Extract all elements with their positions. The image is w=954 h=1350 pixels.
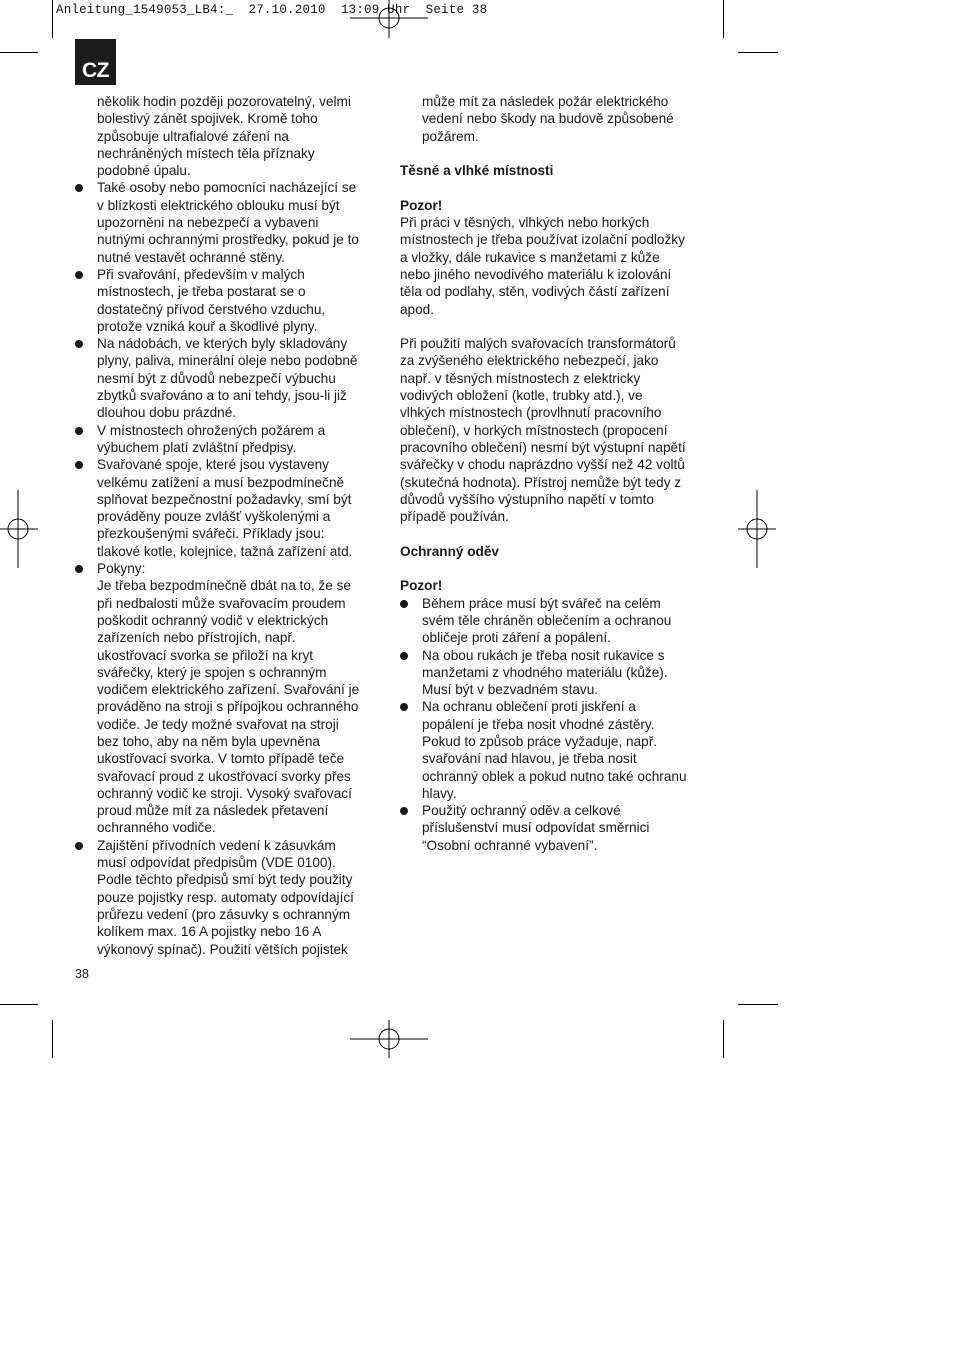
bullet-icon [75, 565, 83, 573]
attention-label: Pozor! [400, 578, 443, 594]
list-item-text: Na nádobách, ve kterých byly skladovány plyny, paliva, minerální oleje nebo podobně nesmí být z důvodů nebezpečí výbuchu zbytků svařováno a to ani tehdy, jsou-li již dlouhou dobu prázdné. [97, 336, 358, 421]
list-item-text: Na ochranu oblečení proti jiskření a popálení je třeba nosit vhodné zástěry. Pokud to způsob práce vyžaduje, např. svařování nad hlavou, je třeba nosit ochranný oblek a pokud nutno také ochranu hlavy. [422, 699, 687, 801]
list-item-text: Pokyny: Je třeba bezpodmínečně dbát na to, že se při nedbalosti může svařovacím proudem poškodit ochranný vodič v elektrických zařízeních nebo přístrojích, např. ukostřovací svorka se přiloží na kryt svářečky, který je spojen s ochranným vodičem elektrického zařízení. Svařování je prováděno na stroji s přípojkou ochranného vodiče. Je tedy možné svařovat na stroji bez toho, aby na něm byla upevněna ukostřovací svorka. V tomto případě teče svařovací proud z ukostřovací svorky přes ochranný vodič ke stroji. Vysoký svařovací proud může mít za následek přetavení ochranného vodiče. [97, 561, 360, 836]
registration-mark-left-icon [0, 490, 38, 568]
list-item-text: Během práce musí být svářeč na celém svém těle chráněn oblečením a ochranou obličeje proti záření a popálení. [422, 595, 672, 646]
page-number: 38 [75, 967, 89, 981]
list-item-text: V místnostech ohrožených požárem a výbuchem platí zvláštní předpisy. [97, 422, 326, 455]
list-item [75, 335, 375, 421]
right-continuation-text: může mít za následek požár elektrického vedení nebo škody na budově způsobené požárem. [422, 94, 674, 144]
bullet-icon [75, 427, 83, 435]
right-column [400, 93, 702, 854]
list-item [75, 266, 375, 335]
list-item [400, 698, 702, 802]
registration-mark-right-icon [738, 490, 776, 568]
list-item [75, 456, 375, 560]
paragraph-damp-rooms: Při práci v těsných, vlhkých nebo horkých místnostech je třeba používat izolační podložky a vložky, dále rukavice s manžetami z kůže nebo jiného nevodivého materiálu k izolování těla od podlahy, stěn, vodivých částí zařízení apod. [400, 215, 685, 317]
list-item-text: Při svařování, především v malých místnostech, je třeba postarat se o dostatečný přívod čerstvého vzduchu, protože vzniká kouř a škodlivé plyny. [97, 266, 326, 334]
registration-mark-bottom-icon [350, 1020, 428, 1058]
bullet-icon [75, 340, 83, 348]
list-item-text: Také osoby nebo pomocníci nacházející se v blízkosti elektrického oblouku musí být upozorněni na nebezpečí a vybaveni nutnými ochrannými prostředky, pokud je to nutné vestavět ochranné stěny. [97, 180, 359, 265]
bullet-icon [400, 807, 408, 815]
bullet-icon [75, 461, 83, 469]
crop-mark-tl-v [52, 0, 53, 38]
list-item-text: Zajištění přívodních vedení k zásuvkám musí odpovídat předpisům (VDE 0100). Podle těchto předpisů smí být tedy použity pouze pojistky resp. automaty odpovídající průřezu vedení (pro zásuvky s ochranným kolíkem max. 16 A pojistky nebo 16 A výkonový spínač). Použití větších pojistek [97, 837, 354, 957]
list-item [75, 179, 375, 265]
crop-mark-tr-v [723, 0, 724, 38]
left-intro-text: několik hodin později pozorovatelný, velmi bolestivý zánět spojivek. Kromě toho způsobuje ultrafialové záření na nechráněných místech těla příznaky podobné úpalu. [97, 94, 351, 179]
list-item [400, 595, 702, 647]
crop-mark-bl-h [0, 1004, 38, 1005]
list-item [75, 422, 375, 457]
bullet-icon [75, 184, 83, 192]
printer-slug: Anleitung_1549053_LB4:_ 27.10.2010 13:09 Uhr Seite 38 [56, 3, 488, 17]
crop-mark-tr-h [738, 52, 778, 53]
bullet-icon [75, 271, 83, 279]
list-item [75, 837, 375, 958]
list-item [400, 802, 702, 854]
list-item-text: Na obou rukách je třeba nosit rukavice s manžetami z vhodného materiálu (kůže). Musí být v bezvadném stavu. [422, 647, 668, 698]
attention-label: Pozor! [400, 197, 443, 213]
list-item-text: Použitý ochranný oděv a celkové příslušenství musí odpovídat směrnici “Osobní ochranné vybavení”. [422, 803, 650, 853]
list-item [75, 560, 375, 837]
bullet-icon [400, 652, 408, 660]
bullet-icon [400, 600, 408, 608]
section-heading-protective-clothing: Ochranný oděv [400, 543, 499, 559]
crop-mark-br-h [738, 1004, 778, 1005]
list-item [400, 647, 702, 699]
registration-mark-top-icon [350, 0, 428, 38]
crop-mark-br-v [723, 1020, 724, 1058]
bullet-icon [400, 703, 408, 711]
bullet-icon [75, 842, 83, 850]
left-column [75, 93, 375, 958]
paragraph-transformers: Při použití malých svařovacích transformátorů za zvýšeného elektrického nebezpečí, jako např. v těsných místnostech z elektricky vodivých obložení (kotle, trubky atd.), ve vlhkých místnostech (provlhnutí pracovního oblečení), v horkých místnostech (propocení pracovního oblečení) nesmí být výstupní napětí svářečky v chodu naprázdno vyšší než 42 voltů (skutečná hodnota). Přístroj nemůže být tedy z důvodů vyššího výstupního napětí v tomto případě používán. [400, 336, 686, 525]
crop-mark-tl-h [0, 52, 38, 53]
section-heading-damp-rooms: Těsné a vlhké místnosti [400, 163, 554, 179]
language-badge: CZ [75, 39, 116, 85]
crop-mark-bl-v [52, 1020, 53, 1058]
list-item-text: Svařované spoje, které jsou vystaveny velkému zatížení a musí bezpodmínečně splňovat bezpečnostní požadavky, smí být prováděny pouze zvlášť vyškolenými a přezkoušenými svářeči. Příklady jsou: tlakové kotle, kolejnice, tažná zařízení atd. [97, 457, 353, 559]
